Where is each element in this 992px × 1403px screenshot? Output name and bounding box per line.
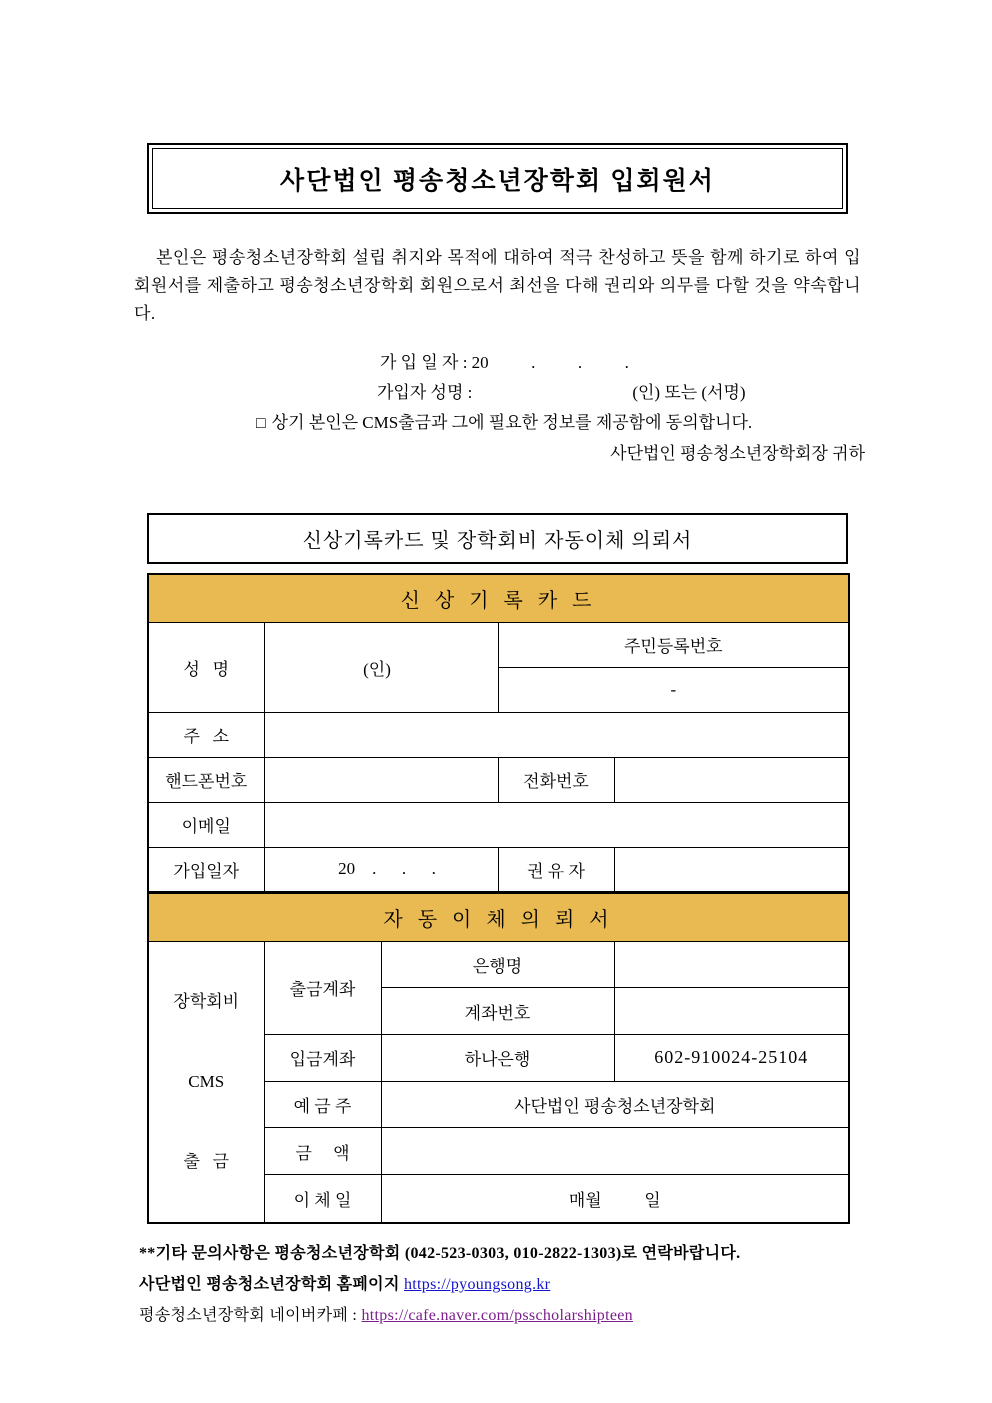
name-input-cell: (인): [264, 622, 498, 712]
email-input-cell: [264, 802, 849, 847]
document-title: 사단법인 평송청소년장학회 입회원서: [280, 167, 715, 195]
phone-label-cell: 전화번호: [498, 757, 614, 802]
holder-value-cell: 사단법인 평송청소년장학회: [381, 1081, 849, 1128]
homepage-line: [139, 1269, 869, 1300]
footer-notes: [139, 1238, 869, 1331]
join-date-label-cell: 가입일자: [148, 847, 264, 892]
referrer-input-cell: [614, 847, 849, 892]
address-input-cell: [264, 712, 849, 757]
deposit-account-label-cell: 입금계좌: [264, 1034, 381, 1081]
applicant-name-line: [377, 378, 865, 408]
seal-or-signature-label: (인) 또는 (서명): [632, 383, 746, 402]
cafe-line: [139, 1300, 869, 1331]
cafe-link[interactable]: https://cafe.naver.com/psscholarshipteen: [361, 1307, 633, 1324]
recipient-line: 사단법인 평송청소년장학회장 귀하: [610, 444, 865, 463]
address-label-cell: 주 소: [148, 712, 264, 757]
email-label-cell: 이메일: [148, 802, 264, 847]
homepage-label: 사단법인 평송청소년장학회 홈페이지: [139, 1276, 404, 1293]
ssn-label-cell: 주민등록번호: [498, 622, 849, 667]
transfer-day-value-cell: 매월 일: [381, 1175, 849, 1223]
auto-transfer-table: [147, 892, 850, 1224]
personal-record-table: [147, 573, 850, 893]
withdraw-account-label-cell: 출금계좌: [264, 941, 381, 1034]
cms-label-line3: 출 금: [183, 1151, 230, 1171]
holder-label-cell: 예 금 주: [264, 1081, 381, 1128]
join-date-input-cell: 20 . . .: [264, 847, 498, 892]
homepage-link[interactable]: https://pyoungsong.kr: [404, 1276, 551, 1293]
cafe-label: 평송청소년장학회 네이버카페 :: [139, 1307, 362, 1324]
bank-name-label-cell: 은행명: [381, 941, 614, 988]
transfer-day-label-cell: 이 체 일: [264, 1175, 381, 1223]
personal-record-header: 신 상 기 록 카 드: [148, 574, 849, 622]
contact-info-line: **기타 문의사항은 평송청소년장학회 (042-523-0303, 010-2822-1303)로 연락바랍니다.: [139, 1245, 741, 1262]
applicant-name-label: 가입자 성명 :: [377, 383, 473, 402]
auto-transfer-header: 자 동 이 체 의 뢰 서: [148, 893, 849, 941]
consent-text: 상기 본인은 CMS출금과 그에 필요한 정보를 제공함에 동의합니다.: [271, 413, 753, 432]
cms-label-line1: 장학회비: [173, 991, 240, 1011]
deposit-account-number-cell: 602-910024-25104: [614, 1034, 849, 1081]
cms-consent-line: [256, 408, 865, 439]
referrer-label-cell: 권 유 자: [498, 847, 614, 892]
main-title-inner-frame: [152, 148, 843, 209]
mobile-input-cell: [264, 757, 498, 802]
consent-checkbox-icon: □: [256, 415, 266, 432]
mobile-label-cell: 핸드폰번호: [148, 757, 264, 802]
intro-paragraph: 본인은 평송청소년장학회 설립 취지와 목적에 대하여 적극 찬성하고 뜻을 함께 하기로 하여 입회원서를 제출하고 평송청소년장학회 회원으로서 최선을 다해 권리와 의무를 다할 것을 약속합니다.: [134, 248, 861, 323]
deposit-bank-cell: 하나은행: [381, 1034, 614, 1081]
amount-input-cell: [381, 1128, 849, 1175]
bank-name-input-cell: [614, 941, 849, 988]
section-title: 신상기록카드 및 장학회비 자동이체 의뢰서: [302, 530, 693, 552]
cms-withdrawal-label-cell: [148, 941, 264, 1223]
join-lines: [134, 348, 865, 469]
name-label-cell: 성 명: [148, 622, 264, 712]
cms-label-line2: CMS: [188, 1071, 225, 1091]
account-no-label-cell: 계좌번호: [381, 988, 614, 1035]
section-title-box: [147, 513, 848, 564]
ssn-input-cell: -: [498, 667, 849, 712]
phone-input-cell: [614, 757, 849, 802]
amount-label-cell: 금 액: [264, 1128, 381, 1175]
join-date-line: 가 입 일 자 : 20 . . .: [380, 353, 629, 372]
main-title-box: [147, 143, 848, 214]
account-no-input-cell: [614, 988, 849, 1035]
